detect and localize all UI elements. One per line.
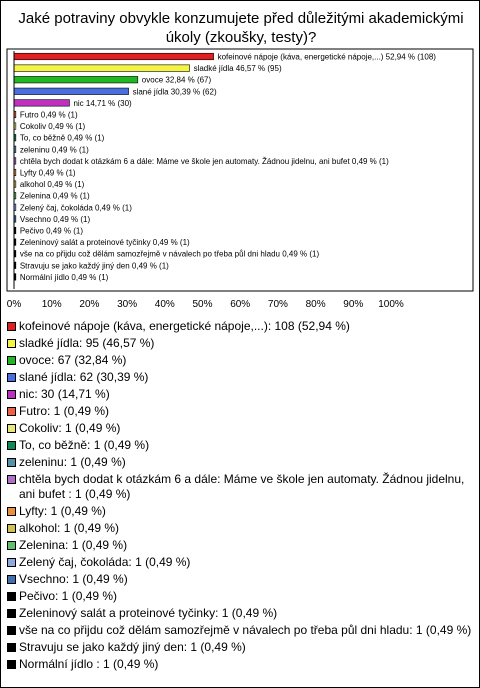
- legend-swatch: [7, 643, 16, 652]
- bar: [14, 76, 138, 83]
- bar-label: slané jídla 30,39 % (62): [132, 87, 217, 97]
- legend-swatch: [7, 390, 16, 399]
- chart-title: Jaké potraviny obvykle konzumujete před důležitými akademickými úkoly (zkoušky, testy)?: [18, 10, 464, 46]
- legend-item: [7, 521, 473, 536]
- x-tick-label: 80%: [305, 299, 326, 310]
- bar-label: Futro 0,49 % (1): [19, 110, 78, 120]
- legend-item: [7, 572, 473, 587]
- legend-swatch: [7, 475, 16, 484]
- legend: [7, 319, 473, 674]
- bar: [14, 65, 190, 72]
- bar: [14, 100, 69, 107]
- bar-label: Pečivo 0,49 % (1): [19, 226, 83, 236]
- x-tick-label: 100%: [378, 299, 404, 310]
- legend-item: [7, 472, 473, 502]
- legend-swatch: [7, 458, 16, 467]
- legend-swatch: [7, 373, 16, 382]
- bar-label: vše na co přijdu což dělám samozřejmě v návalech po třeba půl dni hladu 0,49 % (1): [19, 249, 320, 259]
- legend-label: Stravuju se jako každý jiný den: 1 (0,49 %): [19, 640, 246, 654]
- legend-label: kofeinové nápoje (káva, energetické nápoje,...): 108 (52,94 %): [19, 319, 350, 333]
- x-tick-label: 0%: [6, 299, 22, 310]
- legend-item: [7, 589, 473, 604]
- x-tick-label: 20%: [79, 299, 100, 310]
- legend-item: [7, 606, 473, 621]
- legend-item: [7, 353, 473, 368]
- x-tick-label: 50%: [192, 299, 213, 310]
- legend-swatch: [7, 441, 16, 450]
- x-tick-label: 40%: [154, 299, 175, 310]
- legend-item: [7, 336, 473, 351]
- legend-item: [7, 387, 473, 402]
- x-tick-label: 70%: [267, 299, 288, 310]
- legend-label: slané jídla: 62 (30,39 %): [19, 370, 149, 384]
- legend-swatch: [7, 575, 16, 584]
- bar-label: Zelenina 0,49 % (1): [19, 191, 90, 201]
- legend-label: Zeleninový salát a proteinové tyčinky: 1 (0,49 %): [19, 606, 278, 620]
- legend-label: Cokoliv: 1 (0,49 %): [19, 421, 121, 435]
- legend-label: zeleninu: 1 (0,49 %): [19, 455, 126, 469]
- bar-label: Stravuju se jako každý jiný den 0,49 % (1): [19, 261, 169, 271]
- bar-label: nic 14,71 % (30): [73, 98, 132, 108]
- legend-label: chtěla bych dodat k otázkám 6 a dále: Máme ve škole jen automaty. Žádnou jidelnu, ani bufet : 1 (0,49 %): [19, 472, 465, 501]
- bar-label: Lyfty 0,49 % (1): [19, 168, 76, 178]
- legend-label: Pečivo: 1 (0,49 %): [19, 589, 118, 603]
- bar-label: zeleninu 0,49 % (1): [19, 145, 89, 155]
- legend-swatch: [7, 609, 16, 618]
- legend-item: [7, 657, 473, 672]
- legend-label: Lyfty: 1 (0,49 %): [19, 504, 106, 518]
- legend-swatch: [7, 356, 16, 365]
- legend-swatch: [7, 592, 16, 601]
- legend-label: Normální jídlo : 1 (0,49 %): [19, 657, 159, 671]
- legend-item: [7, 404, 473, 419]
- legend-label: Zelený čaj, čokoláda: 1 (0,49 %): [19, 555, 191, 569]
- bar-label: Zelený čaj, čokoláda 0,49 % (1): [19, 203, 132, 213]
- bar-label: Cokoliv 0,49 % (1): [19, 122, 86, 132]
- legend-label: Futro: 1 (0,49 %): [19, 404, 110, 418]
- legend-label: ovoce: 67 (32,84 %): [19, 353, 127, 367]
- legend-item: [7, 555, 473, 570]
- bar-label: alkohol 0,49 % (1): [19, 180, 85, 190]
- legend-swatch: [7, 541, 16, 550]
- bar-label: Normální jídlo 0,49 % (1): [19, 272, 109, 282]
- legend-swatch: [7, 407, 16, 416]
- legend-label: Vsechno: 1 (0,49 %): [19, 572, 128, 586]
- legend-item: [7, 319, 473, 334]
- x-tick-label: 60%: [230, 299, 251, 310]
- legend-label: alkohol: 1 (0,49 %): [19, 521, 120, 535]
- legend-label: sladké jídla: 95 (46,57 %): [19, 336, 155, 350]
- bar-label: To, co běžně 0,49 % (1): [19, 133, 105, 143]
- bar-label: chtěla bych dodat k otázkám 6 a dále: Máme ve škole jen automaty. Žádnou jidelnu, ani bufet 0,49 % (1): [19, 156, 389, 166]
- legend-label: Zelenina: 1 (0,49 %): [19, 538, 128, 552]
- x-tick-label: 30%: [117, 299, 138, 310]
- bar-label: kofeinové nápoje (káva, energetické nápoje,...) 52,94 % (108): [217, 52, 436, 62]
- legend-label: vše na co přijdu což dělám samozřejmě v návalech po třeba půl dni hladu: 1 (0,49 %): [19, 623, 472, 637]
- bar: [14, 53, 214, 60]
- bar: [14, 88, 129, 95]
- legend-swatch: [7, 626, 16, 635]
- bar-label: ovoce 32,84 % (67): [141, 75, 212, 85]
- legend-item: [7, 623, 473, 638]
- legend-item: [7, 538, 473, 553]
- bar-label: Zeleninový salát a proteinové tyčinky 0,49 % (1): [19, 238, 190, 248]
- x-tick-label: 90%: [343, 299, 364, 310]
- legend-item: [7, 438, 473, 453]
- legend-label: To, co běžně: 1 (0,49 %): [19, 438, 150, 452]
- x-tick-label: 10%: [41, 299, 62, 310]
- legend-item: [7, 640, 473, 655]
- legend-swatch: [7, 660, 16, 669]
- legend-swatch: [7, 424, 16, 433]
- legend-label: nic: 30 (14,71 %): [19, 387, 110, 401]
- legend-item: [7, 421, 473, 436]
- legend-swatch: [7, 524, 16, 533]
- legend-item: [7, 504, 473, 519]
- legend-item: [7, 370, 473, 385]
- bar-label: sladké jídla 46,57 % (95): [193, 64, 282, 74]
- plot-area: [1, 1, 479, 319]
- legend-swatch: [7, 339, 16, 348]
- legend-item: [7, 455, 473, 470]
- bar-label: Vsechno 0,49 % (1): [19, 214, 91, 224]
- legend-swatch: [7, 507, 16, 516]
- legend-swatch: [7, 322, 16, 331]
- legend-swatch: [7, 558, 16, 567]
